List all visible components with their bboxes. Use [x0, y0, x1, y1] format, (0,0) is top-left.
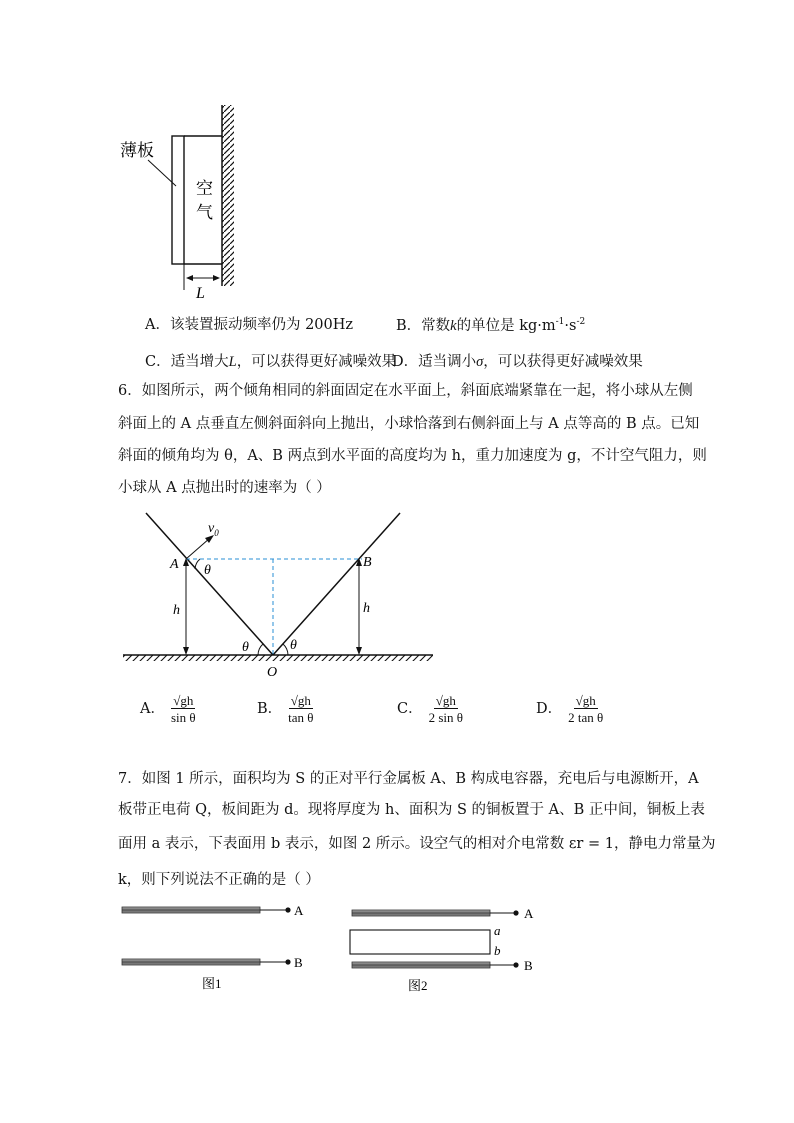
thin-plate-figure	[110, 100, 250, 300]
label-theta-a: θ	[204, 563, 211, 578]
wall-hatch	[222, 105, 234, 286]
plate-A	[352, 910, 490, 916]
q6-option-a: A． $\frac{√gh}{\text{sin θ}}$	[140, 693, 196, 725]
plate-label: 薄板	[120, 141, 154, 160]
fig1-label-B: B	[294, 955, 303, 970]
capacitor-figure-2	[346, 900, 546, 1000]
gap-label: L	[196, 285, 205, 300]
q6-option-c: C． $\frac{√gh}{\text{2 sin θ}}$	[397, 693, 464, 725]
q5-option-c: C．适当增大L，可以获得更好减噪效果	[145, 354, 397, 370]
q6-line-4: 小球从 A 点抛出时的速率为（ ）	[118, 480, 331, 496]
right-incline	[273, 513, 400, 655]
q6-line-1: 6．如图所示，两个倾角相同的斜面固定在水平面上，斜面底端紧靠在一起，将小球从左侧	[118, 383, 693, 399]
label-theta-right: θ	[290, 638, 297, 653]
plate-B	[122, 959, 260, 965]
air-label-1: 空	[196, 179, 213, 198]
fig1-caption: 图1	[202, 976, 222, 991]
plate-A	[122, 907, 260, 913]
label-B: B	[363, 555, 372, 570]
fig2-label-b: b	[494, 943, 501, 958]
q6-option-d: D． $\frac{√gh}{\text{2 tan θ}}$	[536, 693, 604, 725]
q5-option-b: B．常数k的单位是 $kg\cdot m^{-1}\cdot s^{-2}$	[396, 317, 586, 334]
q7-line-4: k，则下列说法不正确的是（ ）	[118, 872, 320, 888]
fig1-label-A: A	[294, 903, 304, 918]
fig2-label-A: A	[524, 906, 534, 921]
fig2-label-B: B	[524, 958, 533, 973]
incline-figure	[118, 508, 438, 683]
label-h-left: h	[173, 603, 180, 618]
q7-line-3: 面用 a 表示，下表面用 b 表示，如图 2 所示。设空气的相对介电常数 εr = 1，静电力常量为	[118, 836, 716, 852]
fig2-label-a: a	[494, 923, 501, 938]
label-O: O	[267, 665, 278, 680]
label-v0: $v_0$	[208, 521, 219, 538]
label-A: A	[170, 557, 179, 572]
q5-option-d: D．适当调小σ，可以获得更好减噪效果	[392, 354, 643, 370]
q6-line-3: 斜面的倾角均为 θ，A、B 两点到水平面的高度均为 h，重力加速度为 g，不计空气阻力，则	[118, 448, 707, 464]
thin-plate	[172, 136, 184, 264]
plate-B	[352, 962, 490, 968]
copper-plate	[350, 930, 490, 954]
fig2-caption: 图2	[408, 978, 428, 993]
q7-line-2: 板带正电荷 Q，板间距为 d。现将厚度为 h、面积为 S 的铜板置于 A、B 正中间，铜板上表	[118, 802, 705, 818]
label-theta-left: θ	[242, 640, 249, 655]
q7-line-1: 7．如图 1 所示，面积均为 S 的正对平行金属板 A、B 构成电容器，充电后与电源断开，A	[118, 771, 699, 787]
q6-line-2: 斜面上的 A 点垂直左侧斜面斜向上抛出，小球恰落到右侧斜面上与 A 点等高的 B 点。已知	[118, 416, 700, 432]
air-label-2: 气	[196, 203, 213, 222]
label-h-right: h	[363, 601, 370, 616]
q6-option-b: B． $\frac{√gh}{\text{tan θ}}$	[257, 693, 314, 725]
q5-option-a: A．该装置振动频率仍为 200Hz	[145, 317, 354, 333]
capacitor-figure-1	[118, 900, 318, 995]
